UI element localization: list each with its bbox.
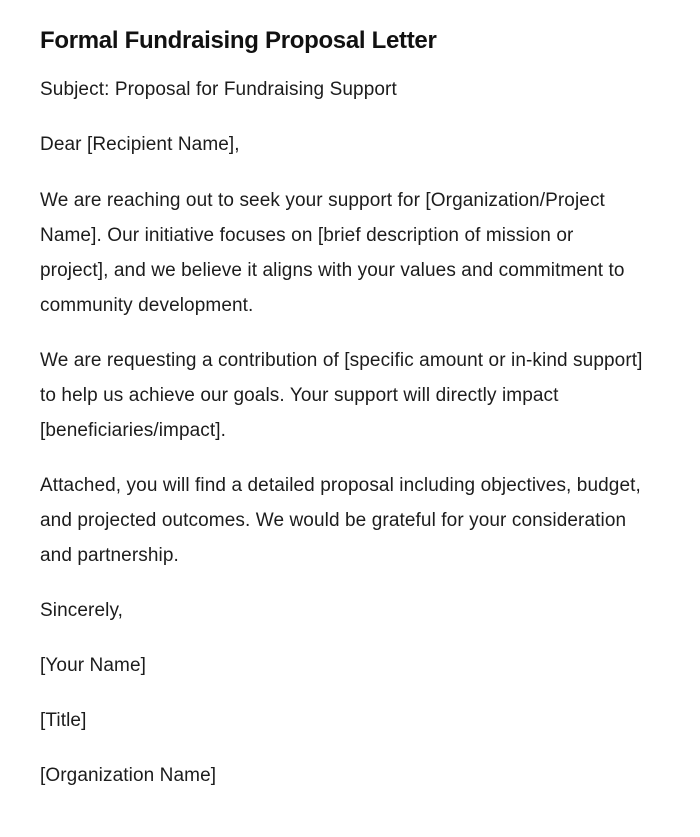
signature-name: [Your Name]	[40, 654, 147, 676]
closing: Sincerely,	[40, 599, 124, 621]
signature-organization: [Organization Name]	[40, 765, 217, 787]
salutation: Dear [Recipient Name],	[40, 134, 240, 156]
subject-line: Subject: Proposal for Fundraising Support	[40, 79, 397, 100]
body-paragraph-attachment: Attached, you will find a detailed proposal including objectives, budget, and projected outcomes. We would be grateful for your consideration and partnership.	[40, 474, 641, 567]
document-title: Formal Fundraising Proposal Letter	[40, 27, 437, 54]
body-paragraph-request: We are requesting a contribution of [specific amount or in-kind support] to help us achieve our goals. Your support will directly impact [beneficiaries/impact].	[40, 349, 643, 442]
body-paragraph-intro: We are reaching out to seek your support for [Organization/Project Name]. Our initiative focuses on [brief description of mission or project], and we believe it aligns with your values and commitment to community development.	[40, 189, 625, 317]
signature-title: [Title]	[40, 710, 87, 732]
